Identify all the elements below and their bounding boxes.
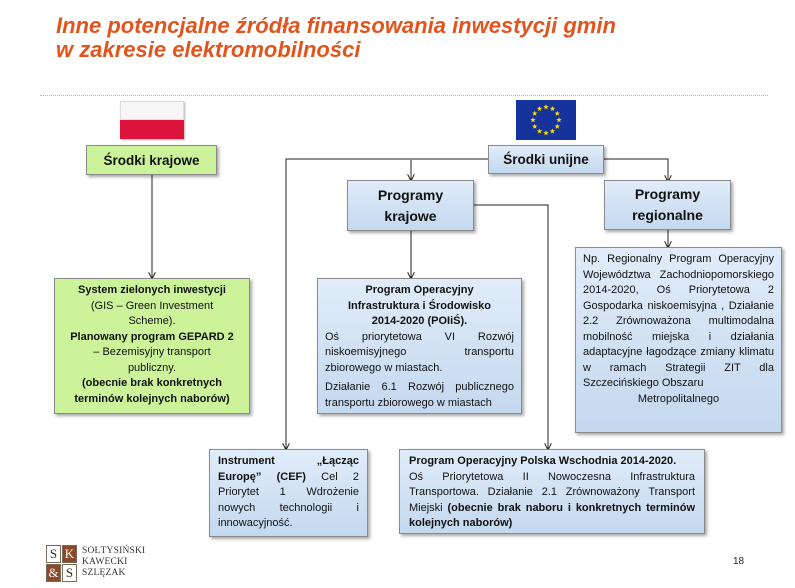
gis-line-5: – Bezemisyjny transport — [93, 346, 211, 358]
slide-title-line-2: w zakresie elektromobilności — [56, 37, 361, 62]
poiis-line-3: 2014-2020 (POIiŚ). — [371, 315, 468, 327]
gis-line-2: (GIS – Green Investment — [90, 299, 214, 312]
logo-letter-4: S — [62, 564, 77, 582]
cef-text: Cel 2 Priorytet 1 Wdrożenie nowych technologii i innowacyjność. — [218, 470, 359, 529]
programy-krajowe-node — [347, 180, 474, 231]
pw-body: Oś Priorytetowa II Nowoczesna Infrastruktura Transportowa. Działanie 2.1 Zrównoważony Transport Miejski — [409, 470, 695, 514]
logo-letter-2: K — [62, 545, 77, 563]
page-number: 18 — [733, 556, 745, 567]
gis-gepard-box — [54, 278, 250, 414]
srodki-unijne-node — [488, 145, 604, 174]
rpo-regional-box — [575, 247, 782, 433]
firm-name-line-3: SZLĘZAK — [82, 568, 126, 578]
rpo-text: Np. Regionalny Program Operacyjny Województwa Zachodniopomorskiego 2014-2020, Oś Priorytetowa 2 Gospodarka niskoemisyjna , Działanie 2.2 Zrównoważona multimodalna mobilność miejska i działania adaptacyjne łagodzące zmiany klimatu w ramach Strategii ZIT dla Szczecińskiego Obszaru — [583, 253, 774, 389]
programy-regionalne-line-2: regionalne — [632, 207, 703, 223]
poiis-axis-text: Oś priorytetowa VI Rozwój niskoemisyjnego transportu zbiorowego w miastach. — [325, 330, 514, 374]
gis-line-3: Scheme). — [128, 315, 176, 327]
poiis-line-1: Program Operacyjny — [365, 284, 474, 296]
firm-name-line-2: KAWECKI — [82, 557, 128, 567]
gis-line-1: System zielonych inwestycji — [78, 284, 226, 296]
logo-letter-1: S — [46, 545, 61, 563]
gis-line-8: terminów kolejnych naborów) — [74, 392, 230, 405]
gis-line-7: (obecnie brak konkretnych — [82, 377, 222, 389]
srodki-unijne-label: Środki unijne — [503, 152, 589, 167]
firm-logo — [46, 545, 78, 583]
poiis-action-text: Działanie 6.1 Rozwój publicznego transportu zbiorowego w miastach — [325, 381, 514, 409]
polska-wschodnia-box — [399, 449, 705, 534]
poiis-box — [317, 278, 522, 414]
srodki-krajowe-node — [86, 145, 217, 175]
gis-line-4: Planowany program GEPARD 2 — [70, 330, 234, 343]
poiis-line-2: Infrastruktura i Środowisko — [347, 299, 492, 312]
logo-letter-3: & — [46, 564, 61, 582]
programy-regionalne-line-1: Programy — [634, 186, 701, 202]
cef-bold-text: Instrument „Łącząc Europę” (CEF) — [218, 455, 359, 483]
slide-title-line-1: Inne potencjalne źródła finansowania inwestycji gmin — [56, 13, 616, 38]
gis-line-6: publiczny. — [127, 361, 177, 374]
cef-box — [209, 449, 368, 537]
programy-krajowe-line-2: krajowe — [384, 207, 437, 224]
programy-regionalne-node — [604, 180, 731, 230]
programy-krajowe-line-1: Programy — [377, 186, 444, 203]
srodki-krajowe-label: Środki krajowe — [103, 152, 200, 168]
firm-name — [82, 546, 145, 579]
firm-name-line-1: SOŁTYSIŃSKI — [82, 546, 146, 556]
pw-bold-note: (obecnie brak naboru i konkretnych terminów kolejnych naborów) — [409, 501, 695, 529]
pw-title: Program Operacyjny Polska Wschodnia 2014-2020. — [409, 455, 677, 467]
arrow-unijne-programy-regionalne — [604, 159, 668, 181]
rpo-text-last-line: Metropolitalnego — [637, 392, 720, 405]
